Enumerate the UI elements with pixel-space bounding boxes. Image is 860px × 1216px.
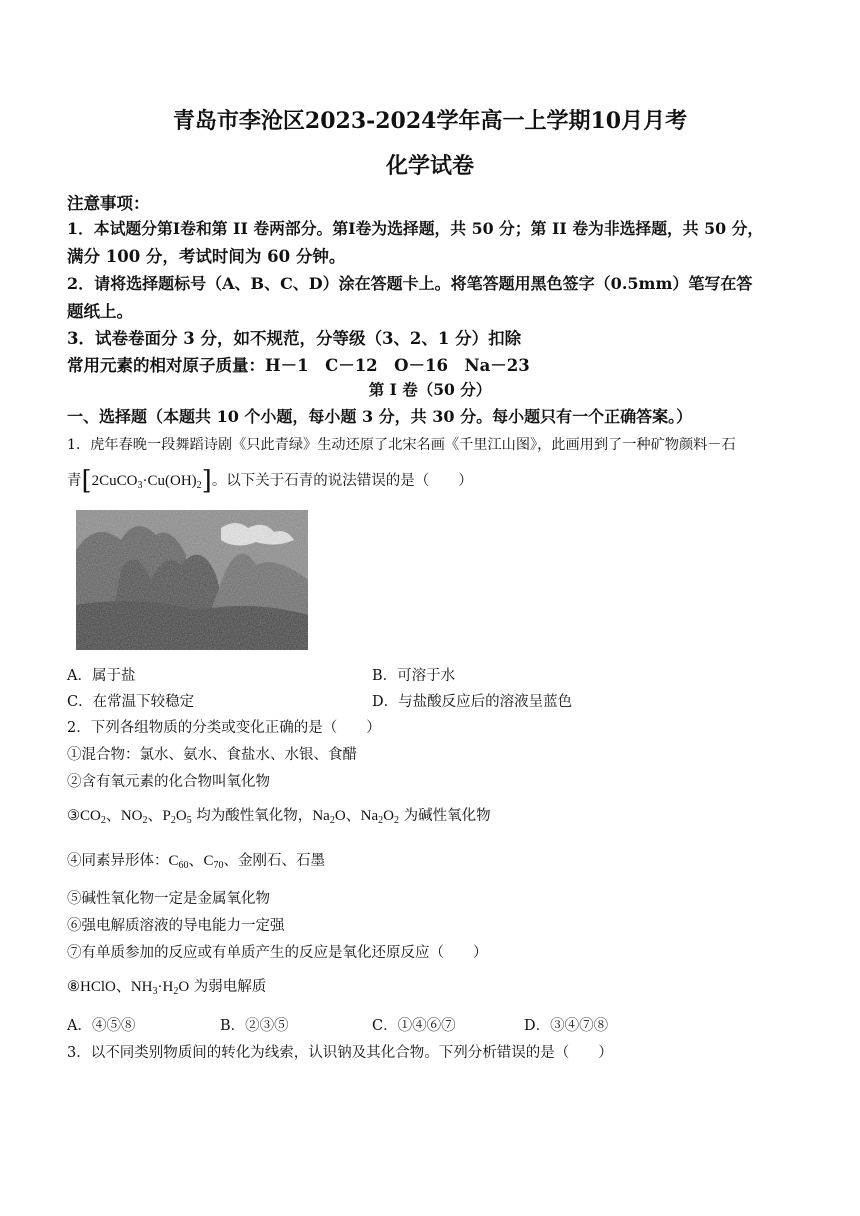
q2-statement-5: ⑤碱性氧化物一定是金属氧化物 bbox=[67, 891, 270, 907]
q2-option-b: B．②③⑤ bbox=[220, 1018, 289, 1034]
q2-statement-2: ②含有氧元素的化合物叫氧化物 bbox=[67, 774, 270, 790]
q2-stem: 2．下列各组物质的分类或变化正确的是（ ） bbox=[67, 720, 381, 736]
page-subtitle: 化学试卷 bbox=[385, 153, 474, 179]
q1-option-b: B．可溶于水 bbox=[372, 668, 456, 684]
notice-item-1-line-1: 1．本试题分第Ⅰ卷和第 II 卷两部分。第Ⅰ卷为选择题，共 50 分；第 II 卷为非选择题，共 50 分， bbox=[67, 219, 764, 238]
q1-prefix: 青 bbox=[67, 473, 82, 489]
part-title: 第 I 卷（50 分） bbox=[368, 380, 492, 399]
formula-bracket-left: [ bbox=[81, 466, 92, 496]
atomic-masses: 常用元素的相对原子质量：H－1 C－12 O－16 Na－23 bbox=[67, 356, 530, 375]
q2-statement-6: ⑥强电解质溶液的导电能力一定强 bbox=[67, 918, 285, 934]
page-title: 青岛市李沧区2023-2024学年高一上学期10月月考 bbox=[172, 108, 688, 134]
notice-item-3: 3．试卷卷面分 3 分，如不规范，分等级（3、2、1 分）扣除 bbox=[67, 329, 522, 348]
q2-statement-1: ①混合物：氯水、氨水、食盐水、水银、食醋 bbox=[67, 747, 357, 763]
q1-option-c: C．在常温下较稳定 bbox=[67, 694, 195, 710]
section-heading: 一、选择题（本题共 10 个小题，每小题 3 分，共 30 分。每小题只有一个正确答案。） bbox=[67, 407, 693, 426]
q3-stem: 3．以不同类别物质间的转化为线索，认识钠及其化合物。下列分析错误的是（ ） bbox=[67, 1045, 613, 1061]
q2-option-c: C．①④⑥⑦ bbox=[372, 1018, 456, 1034]
q2-statement-8: ⑧HClO、$NH_3\cdot H_2O$ 为弱电解质 bbox=[67, 979, 267, 997]
formula-bracket-right: ] bbox=[201, 466, 212, 496]
landscape-painting-image bbox=[76, 510, 308, 650]
q2-statement-7: ⑦有单质参加的反应或有单质产生的反应是氧化还原反应（ ） bbox=[67, 945, 488, 961]
notice-item-2-line-2: 题纸上。 bbox=[67, 302, 133, 321]
formula-azurite: $2CuCO_3\cdot Cu(OH)_2$ bbox=[91, 473, 202, 491]
notice-item-2-line-1: 2．请将选择题标号（A、B、C、D）涂在答题卡上。将笔答题用黑色签字（0.5mm）笔写在答 bbox=[67, 274, 753, 293]
q2-option-a: A．④⑤⑧ bbox=[67, 1018, 136, 1034]
q1-option-a: A．属于盐 bbox=[67, 668, 136, 684]
q2-statement-4: ④同素异形体：$C_{60}$、$C_{70}$、金刚石、石墨 bbox=[67, 853, 326, 871]
notice-item-1-line-2: 满分 100 分，考试时间为 60 分钟。 bbox=[67, 247, 346, 266]
q1-stem-line-1: 1．虎年春晚一段舞蹈诗剧《只此青绿》生动还原了北宋名画《千里江山图》，此画用到了一种矿物颜料－石 bbox=[67, 437, 736, 453]
q2-option-d: D．③④⑦⑧ bbox=[524, 1018, 609, 1034]
notice-heading: 注意事项： bbox=[67, 194, 150, 213]
q1-suffix: 。以下关于石青的说法错误的是（ ） bbox=[211, 473, 473, 489]
q2-statement-3: $③CO_2$、$NO_2$、$P_2O_5$ 均为酸性氧化物，$Na_2O$、$Na_2O_2$ 为碱性氧化物 bbox=[67, 808, 491, 826]
q1-stem-line-2 bbox=[67, 466, 473, 496]
q1-option-d: D．与盐酸反应后的溶液呈蓝色 bbox=[372, 694, 573, 710]
